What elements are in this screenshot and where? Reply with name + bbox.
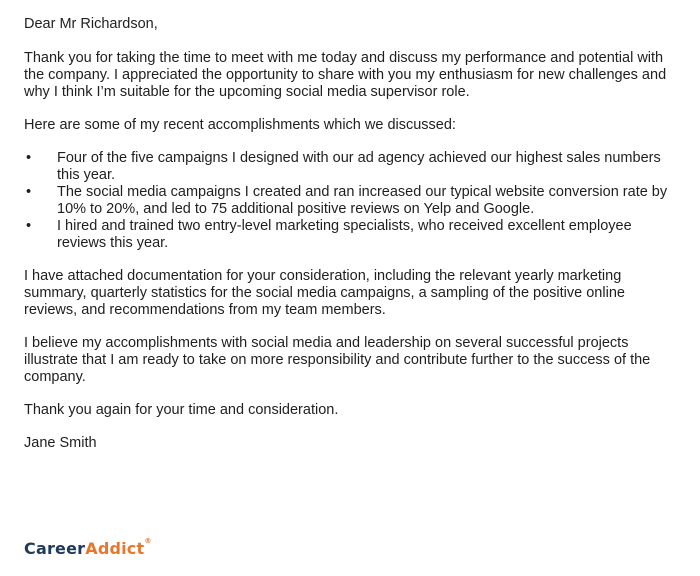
list-item-text: The social media campaigns I created and ran increased our typical website conversion rate by 10% to 20%, and led to 75 additional positive reviews on Yelp and Google. — [57, 184, 668, 217]
bullet-icon: • — [26, 184, 32, 200]
careeraddict-logo — [24, 539, 152, 558]
bullet-icon: • — [26, 218, 32, 234]
logo-word-addict: Addict — [85, 539, 145, 558]
intro-paragraph: Thank you for taking the time to meet with me today and discuss my performance and potential with the company. I appreciated the opportunity to share with you my enthusiasm for new challenges and why I think I’m suitable for the upcoming social media supervisor role. — [24, 50, 667, 100]
bullet-icon: • — [26, 150, 32, 166]
documentation-paragraph: I have attached documentation for your consideration, including the relevant yearly marketing summary, quarterly statistics for the social media campaigns, a sampling of the positive online reviews, and recommendations from my team members. — [24, 268, 625, 318]
salutation: Dear Mr Richardson, — [24, 16, 158, 32]
registered-mark: ® — [144, 537, 152, 545]
signature: Jane Smith — [24, 435, 97, 451]
closing-line: Thank you again for your time and consideration. — [24, 402, 339, 418]
list-item-text: Four of the five campaigns I designed with our ad agency achieved our highest sales numbers this year. — [57, 150, 661, 183]
accomplishments-paragraph: I believe my accomplishments with social media and leadership on several successful projects illustrate that I am ready to take on more responsibility and contribute further to the success of the company. — [24, 335, 651, 385]
accomplishments-intro: Here are some of my recent accomplishments which we discussed: — [24, 117, 456, 133]
list-item — [24, 184, 668, 218]
logo-word-career: Career — [24, 539, 86, 558]
list-item — [24, 150, 668, 184]
list-item — [24, 218, 668, 252]
cover-letter — [24, 16, 668, 468]
list-item-text: I hired and trained two entry-level marketing specialists, who received excellent employee reviews this year. — [57, 218, 632, 251]
accomplishments-list — [24, 150, 668, 252]
